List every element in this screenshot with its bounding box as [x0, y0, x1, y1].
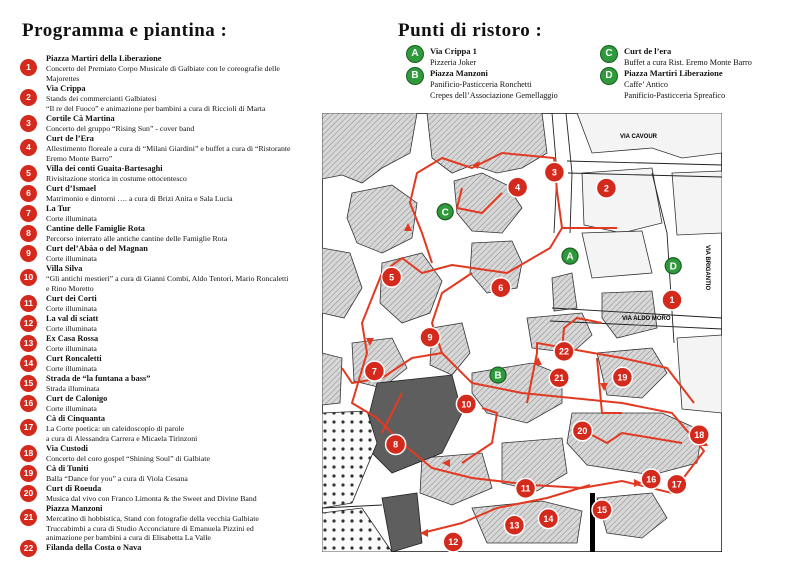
map-marker-label: 5 [389, 272, 395, 283]
map-marker-21[interactable] [549, 368, 569, 388]
program-item-name: Piazza Martiri della Liberazione [46, 54, 162, 63]
map-marker-3[interactable] [544, 162, 564, 182]
map-marker-label: 21 [554, 372, 565, 383]
ristoro-item-detail: Pizzeria Joker [430, 58, 477, 67]
map-marker-5[interactable] [382, 267, 402, 287]
program-number-badge: 16 [20, 395, 37, 412]
program-item-description: Majorettes [46, 73, 80, 83]
program-item-description: Mercatino di hobbistica, Stand con fotografie della vecchia Galbiate [46, 514, 259, 524]
ristoro-item [600, 46, 752, 68]
program-item-description: Corte illuminata [46, 364, 97, 374]
program-item [20, 134, 320, 164]
program-item-name: Curt dei Corti [46, 294, 97, 303]
program-item-name: Cortile Cà Martina [46, 114, 115, 123]
program-item-name: Curt de Calonigo [46, 394, 108, 403]
program-item [20, 543, 320, 560]
program-item-description: Eremo Monte Barro” [46, 153, 113, 163]
map-marker-label: 11 [520, 483, 531, 494]
program-item-name: La Tur [46, 204, 71, 213]
map-marker-12[interactable] [443, 532, 463, 552]
ristoro-item-name: Curt de l’era [624, 46, 672, 56]
program-number-badge: 7 [20, 205, 37, 222]
program-item-name: Strada de “la funtana a bass” [46, 374, 151, 383]
program-number-badge: 5 [20, 165, 37, 182]
map-marker-label: 12 [448, 537, 459, 548]
program-item-description: Strada illuminata [46, 384, 100, 394]
program-number-badge: 19 [20, 465, 37, 482]
map-marker-8[interactable] [386, 434, 406, 454]
program-item [20, 84, 320, 114]
map-marker-label: 8 [393, 439, 399, 450]
program-number-badge: 4 [20, 139, 37, 156]
map-marker-label: 10 [461, 399, 472, 410]
map-marker-19[interactable] [612, 367, 632, 387]
village-map[interactable] [322, 113, 722, 552]
program-item [20, 414, 320, 444]
program-item-description: animazione per bambini a cura di Elisabetta La Valle [46, 533, 211, 543]
map-marker-label: 13 [509, 520, 520, 531]
map-marker-17[interactable] [667, 474, 687, 494]
program-number-badge: 13 [20, 335, 37, 352]
program-number-badge: 17 [20, 419, 37, 436]
program-item [20, 314, 320, 334]
program-item-description: “Gli antichi mestieri” a cura di Gianni Combi, Aldo Tentori, Mario Roncaletti [46, 274, 289, 284]
map-marker-14[interactable] [538, 509, 558, 529]
program-list [20, 54, 320, 560]
program-item [20, 184, 320, 204]
program-item [20, 354, 320, 374]
map-marker-label: 17 [671, 479, 682, 490]
program-item-description: Allestimento floreale a cura di “Milani Giardini” e buffet a cura di “Ristorante [46, 144, 291, 154]
map-ristoro-label: A [566, 251, 574, 263]
program-item-name: Villa dei conti Guaita-Bartesaghi [46, 164, 163, 173]
ristoro-item-detail: Panificio-Pasticceria Spreafico [624, 91, 726, 100]
map-marker-label: 7 [371, 366, 377, 377]
program-item-name: La val di sciatt [46, 314, 99, 323]
map-marker-label: 9 [427, 332, 433, 343]
street-label: VIA BRIGANTIO [704, 245, 710, 291]
map-ristoro-marker-D[interactable] [665, 258, 681, 274]
program-item [20, 114, 320, 134]
program-item-description: Percorso interrato alle antiche cantine delle Famiglie Rota [46, 234, 228, 244]
program-item-description: Corte illuminata [46, 344, 97, 354]
program-item-description: Corte illuminata [46, 404, 97, 414]
program-item [20, 444, 320, 464]
program-item [20, 504, 320, 543]
street-label: VIA CAVOUR [620, 134, 658, 140]
program-item-description: Balla “Dance for you” a cura di Viola Cesana [46, 474, 188, 484]
program-item-description: Stands dei commercianti Galbiatesi [46, 94, 157, 104]
map-marker-label: 6 [498, 282, 504, 293]
program-item-name: Cà di Tuniti [46, 464, 89, 473]
program-item-description: La Corte poetica: un caleidoscopio di parole [46, 424, 185, 434]
map-marker-22[interactable] [554, 341, 574, 361]
program-item-description: Concerto del gruppo “Rising Sun” - cover band [46, 124, 195, 134]
program-item [20, 224, 320, 244]
program-item-description: Corte illuminata [46, 304, 97, 314]
program-number-badge: 14 [20, 355, 37, 372]
map-marker-6[interactable] [491, 278, 511, 298]
program-item-name: Via Crippa [46, 84, 86, 93]
ristoro-item-name: Piazza Martiri Liberazione [624, 68, 723, 78]
program-item-name: Curt de l’Era [46, 134, 94, 143]
ristoro-letter-badge: C [600, 45, 618, 63]
program-item [20, 54, 320, 84]
map-boundary-mark [590, 493, 595, 552]
ristoro-list [406, 46, 800, 106]
map-ristoro-marker-A[interactable] [562, 248, 578, 264]
program-number-badge: 8 [20, 225, 37, 242]
program-item-description: Truccabimbi a cura di Studio Acconciature di Emanuela Pizzini ed [46, 523, 254, 533]
program-item-description: Concerto del coro gospel “Shining Soul” di Galbiate [46, 454, 210, 464]
program-item-name: Filanda della Costa o Nava [46, 543, 142, 552]
map-marker-13[interactable] [504, 515, 524, 535]
program-title: Programma e piantina : [22, 20, 228, 41]
map-ristoro-marker-C[interactable] [437, 204, 453, 220]
program-item-name: Curt Roncaletti [46, 354, 102, 363]
program-item-description: “Il re del Fuoco” e animazione per bambini a cura di Ricciolì di Marta [46, 103, 266, 113]
program-item-description: e Rino Moretto [46, 283, 94, 293]
map-marker-label: 16 [646, 474, 657, 485]
map-marker-18[interactable] [689, 425, 709, 445]
program-number-badge: 6 [20, 185, 37, 202]
program-item [20, 204, 320, 224]
ristoro-letter-badge: B [406, 67, 424, 85]
program-number-badge: 3 [20, 115, 37, 132]
program-item-description: Corte illuminata [46, 214, 97, 224]
map-marker-label: 2 [603, 183, 609, 194]
program-item-description: Matrimonio e dintorni …. a cura di Brizi Anita e Sala Lucia [46, 194, 233, 204]
map-marker-label: 14 [543, 513, 554, 524]
map-marker-7[interactable] [364, 361, 384, 381]
program-item [20, 164, 320, 184]
program-item [20, 484, 320, 504]
ristoro-title: Punti di ristoro : [398, 20, 543, 41]
program-number-badge: 11 [20, 295, 37, 312]
program-item-name: Piazza Manzoni [46, 504, 103, 513]
ristoro-item [406, 46, 477, 68]
program-item [20, 244, 320, 264]
street-label: VIA ALDO MORO [622, 316, 671, 322]
map-marker-label: 15 [596, 505, 608, 516]
ristoro-item-detail: Crepes dell’Associazione Gemellaggio [430, 91, 558, 100]
ristoro-item-detail: Caffe’ Antico [624, 80, 669, 89]
program-item-name: Cantine delle Famiglie Rota [46, 224, 145, 233]
program-number-badge: 12 [20, 315, 37, 332]
program-item [20, 264, 320, 294]
map-marker-label: 20 [577, 426, 588, 437]
program-item-name: Ex Casa Rossa [46, 334, 99, 343]
map-marker-label: 1 [669, 295, 675, 306]
program-number-badge: 10 [20, 269, 37, 286]
program-item-name: Curt d’Ismael [46, 184, 97, 193]
program-number-badge: 22 [20, 540, 37, 557]
program-item [20, 294, 320, 314]
map-marker-10[interactable] [456, 394, 476, 414]
program-item-name: Cà di Cinquanta [46, 414, 106, 423]
ristoro-item-detail: Buffet a cura Rist. Eremo Monte Barro [624, 58, 752, 67]
program-item-description: Concerto del Premiato Corpo Musicale di Galbiate con le coreografie delle [46, 64, 280, 74]
program-number-badge: 9 [20, 245, 37, 262]
map-ristoro-marker-B[interactable] [490, 367, 506, 383]
map-ristoro-label: C [441, 207, 449, 219]
program-number-badge: 21 [20, 509, 37, 526]
program-number-badge: 20 [20, 485, 37, 502]
program-item-name: Via Custodi [46, 444, 88, 453]
map-marker-15[interactable] [592, 500, 612, 520]
program-item-name: Curt di Roeuda [46, 484, 102, 493]
ristoro-letter-badge: D [600, 67, 618, 85]
program-item-description: a cura di Alessandra Carrera e Micaela Tirinzoni [46, 433, 198, 443]
map-marker-1[interactable] [662, 290, 682, 310]
map-marker-11[interactable] [516, 478, 536, 498]
ristoro-item-name: Via Crippa 1 [430, 46, 477, 56]
ristoro-letter-badge: A [406, 45, 424, 63]
program-item-description: Corte illuminata [46, 254, 97, 264]
ristoro-item [406, 68, 558, 101]
program-item [20, 394, 320, 414]
program-item [20, 374, 320, 394]
map-marker-label: 18 [694, 429, 705, 440]
program-number-badge: 18 [20, 445, 37, 462]
program-item [20, 464, 320, 484]
map-marker-9[interactable] [420, 327, 440, 347]
map-marker-16[interactable] [641, 469, 661, 489]
ristoro-item-detail: Panificio-Pasticceria Ronchetti [430, 80, 532, 89]
map-marker-2[interactable] [596, 178, 616, 198]
program-item-name: Villa Silva [46, 264, 83, 273]
program-item [20, 334, 320, 354]
program-item-description: Musica dal vivo con Franco Limonta & the Sweet and Divine Band [46, 494, 257, 504]
map-ristoro-label: B [494, 370, 502, 382]
program-item-name: Curt del’Abàa o del Magnan [46, 244, 148, 253]
program-number-badge: 1 [20, 59, 37, 76]
map-marker-label: 22 [558, 346, 570, 357]
map-ristoro-label: D [669, 261, 677, 273]
map-marker-label: 19 [617, 372, 628, 383]
map-marker-label: 4 [515, 182, 521, 193]
program-number-badge: 15 [20, 375, 37, 392]
program-item-description: Rivisitazione storica in costume ottocentesco [46, 174, 187, 184]
program-number-badge: 2 [20, 89, 37, 106]
ristoro-item [600, 68, 725, 101]
program-item-description: Corte illuminata [46, 324, 97, 334]
map-marker-4[interactable] [508, 177, 528, 197]
ristoro-item-name: Piazza Manzoni [430, 68, 488, 78]
map-marker-20[interactable] [572, 421, 592, 441]
map-marker-label: 3 [551, 167, 557, 178]
